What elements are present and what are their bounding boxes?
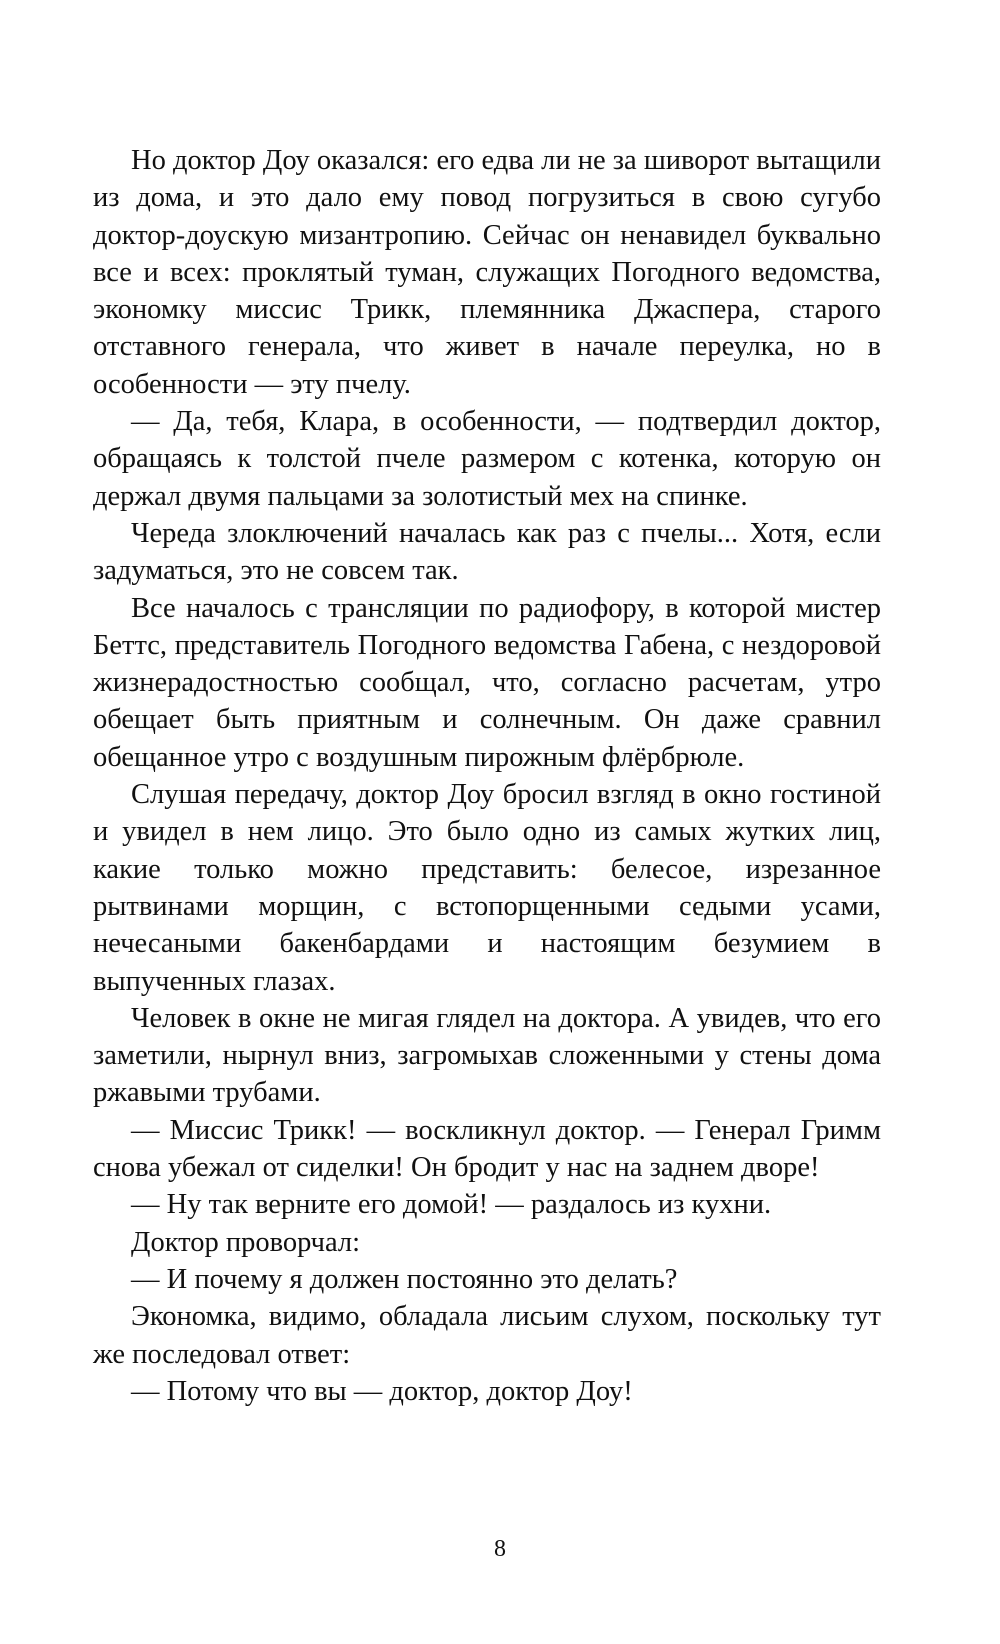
- paragraph: Все началось с трансляции по радиофору, в которой мистер Беттс, представитель Погодного ведомства Габена, с нездоровой жизнерадостностью сообщал, что, согласно расчетам, утро обещает быть приятным и солнечным. Он даже сравнил обещанное утро с воздушным пирожным флёрбрюле.: [93, 592, 881, 773]
- paragraph: Но доктор Доу оказался: его едва ли не за шиворот вытащили из дома, и это дало ему повод погрузиться в свою сугубо доктор-доускую мизантропию. Сейчас он ненавидел буквально все и всех: проклятый туман, служащих Погодного ведомства, экономку миссис Трикк, племянника Джаспера, старого отставного генерала, что живет в начале переулка, но в особенности — эту пчелу.: [93, 145, 881, 400]
- paragraph: Доктор проворчал:: [131, 1226, 361, 1258]
- paragraph: — Да, тебя, Клара, в особенности, — подтвердил доктор, обращаясь к толстой пчеле размером с котенка, которую он держал двумя пальцами за золотистый мех на спинке.: [93, 406, 881, 512]
- paragraph: — Миссис Трикк! — воскликнул доктор. — Генерал Гримм снова убежал от сиделки! Он бродит у нас на заднем дворе!: [93, 1114, 881, 1184]
- body-text: [93, 142, 881, 1410]
- paragraph: Человек в окне не мигая глядел на доктора. А увидев, что его заметили, нырнул вниз, загромыхав сложенными у стены дома ржавыми трубами.: [93, 1002, 881, 1109]
- paragraph: Слушая передачу, доктор Доу бросил взгляд в окно гостиной и увидел в нем лицо. Это было одно из самых жутких лиц, какие только можно представить: белесое, изрезанное рытвинами морщин, с встопорщенными седыми усами, нечесаными бакенбардами и настоящим безумием в выпученных глазах.: [93, 779, 881, 997]
- paragraph: Экономка, видимо, обладала лисьим слухом, поскольку тут же последовал ответ:: [93, 1301, 881, 1370]
- page-number: 8: [494, 1536, 506, 1562]
- paragraph: — Ну так верните его домой! — раздалось из кухни.: [131, 1189, 772, 1221]
- paragraph: Череда злоключений началась как раз с пчелы... Хотя, если задуматься, это не совсем так.: [93, 517, 881, 587]
- paragraph: — И почему я должен постоянно это делать?: [131, 1263, 678, 1295]
- paragraph: — Потому что вы — доктор, доктор Доу!: [131, 1375, 633, 1407]
